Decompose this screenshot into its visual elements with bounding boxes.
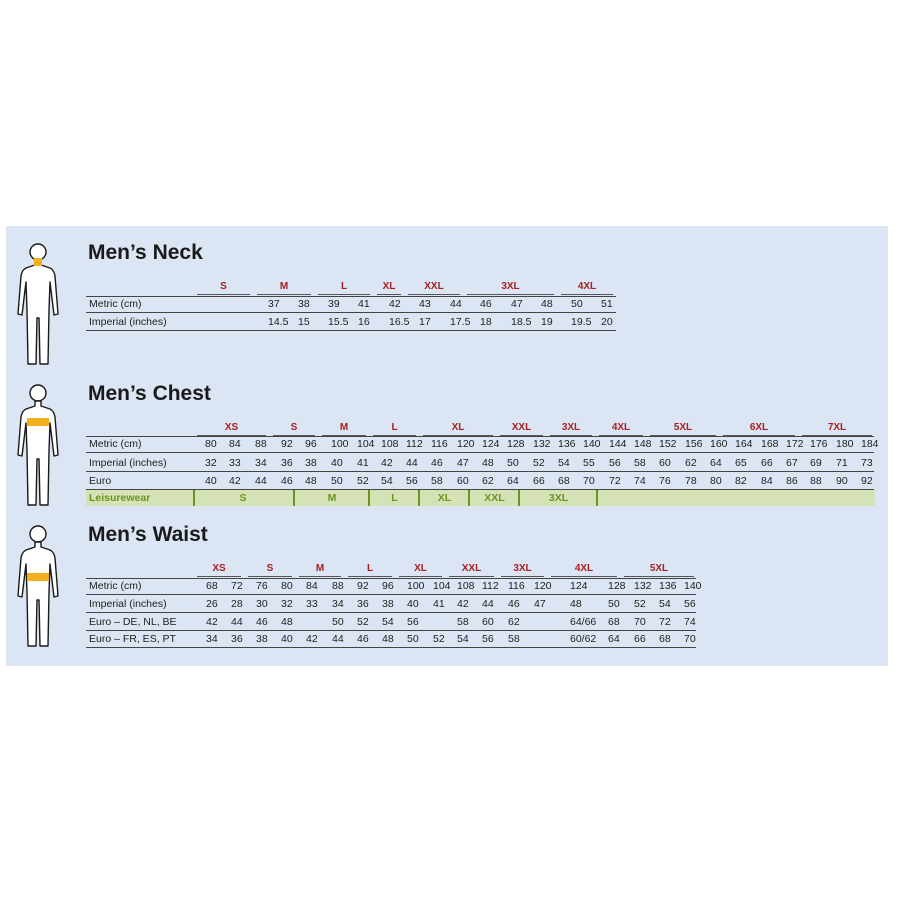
waist-size-underline (551, 576, 617, 577)
neck-size-underline (377, 294, 401, 295)
body-neck-icon (16, 240, 60, 368)
waist-row-label: Metric (cm) (89, 580, 142, 592)
waist-size-label: S (266, 563, 274, 574)
waist-size-underline (299, 576, 341, 577)
chest-figure (16, 381, 60, 509)
leisurewear-size: XL (437, 492, 452, 504)
chest-size-label: S (290, 422, 298, 433)
chest-row-label: Euro (89, 475, 112, 487)
leisurewear-size: XXL (484, 492, 505, 504)
chest-size-label: XS (224, 422, 239, 433)
leisurewear-separator (596, 490, 598, 506)
neck-size-underline (408, 294, 460, 295)
leisurewear-separator (518, 490, 520, 506)
neck-size-underline (561, 294, 613, 295)
waist-size-label: XS (212, 563, 226, 574)
leisurewear-size: L (391, 492, 398, 504)
leisurewear-separator (418, 490, 420, 506)
body-chest-icon (16, 381, 60, 509)
waist-title: Men’s Waist (88, 523, 208, 546)
waist-row-line (86, 630, 696, 631)
chest-header-line (86, 436, 874, 437)
waist-row-line (86, 612, 696, 613)
leisurewear-size: S (239, 492, 247, 504)
neck-row-line (86, 330, 616, 331)
waist-size-underline (248, 576, 292, 577)
waist-row-label: Euro – FR, ES, PT (89, 633, 176, 645)
chest-size-label: L (391, 422, 398, 433)
neck-size-label: L (340, 281, 348, 292)
leisurewear-separator (368, 490, 370, 506)
chest-size-label: XXL (511, 422, 532, 433)
waist-size-label: 4XL (574, 563, 594, 574)
waist-size-label: XL (414, 563, 427, 574)
waist-row-label: Imperial (inches) (89, 598, 167, 610)
neck-size-underline (467, 294, 554, 295)
neck-header-line (86, 296, 616, 297)
neck-size-label: XXL (424, 281, 444, 292)
neck-size-label: 4XL (577, 281, 597, 292)
chest-row-label: Metric (cm) (89, 438, 142, 450)
waist-size-label: 5XL (649, 563, 669, 574)
leisurewear-separator (468, 490, 470, 506)
waist-size-underline (197, 576, 241, 577)
neck-row-label: Metric (cm) (89, 298, 142, 310)
waist-size-label: L (366, 563, 374, 574)
neck-size-label: XL (382, 281, 396, 292)
waist-size-underline (449, 576, 494, 577)
chest-size-label: XL (451, 422, 465, 433)
waist-size-underline (624, 576, 694, 577)
waist-size-underline (399, 576, 442, 577)
chest-size-label: 5XL (673, 422, 693, 433)
chest-row-label: Imperial (inches) (89, 457, 167, 469)
chest-size-label: 4XL (611, 422, 631, 433)
neck-row-label: Imperial (inches) (89, 316, 167, 328)
waist-header-line (86, 578, 696, 579)
waist-row-line (86, 647, 696, 648)
neck-size-underline (197, 294, 250, 295)
waist-figure (16, 522, 60, 650)
neck-figure (16, 240, 60, 368)
waist-size-label: M (315, 563, 325, 574)
neck-size-label: 3XL (501, 281, 520, 292)
neck-title: Men’s Neck (88, 241, 203, 264)
neck-size-label: M (279, 281, 289, 292)
chest-row-line (86, 452, 874, 453)
neck-size-label: S (220, 281, 227, 292)
waist-size-label: 3XL (513, 563, 532, 574)
leisurewear-separator (293, 490, 295, 506)
leisurewear-size: 3XL (548, 492, 569, 504)
chest-row-line (86, 471, 874, 472)
waist-row-label: Euro – DE, NL, BE (89, 616, 177, 628)
neck-row-line (86, 312, 616, 313)
chest-size-label: 7XL (827, 422, 847, 433)
waist-row-line (86, 594, 696, 595)
waist-size-label: XXL (461, 563, 482, 574)
neck-size-underline (257, 294, 311, 295)
chest-size-label: 3XL (561, 422, 581, 433)
waist-size-underline (501, 576, 544, 577)
neck-size-underline (318, 294, 370, 295)
leisurewear-label: Leisurewear (89, 492, 151, 504)
waist-size-underline (348, 576, 392, 577)
chest-size-label: M (339, 422, 349, 433)
body-waist-icon (16, 522, 60, 650)
chest-size-label: 6XL (749, 422, 769, 433)
chest-title: Men’s Chest (88, 382, 211, 405)
leisurewear-size: M (327, 492, 337, 504)
